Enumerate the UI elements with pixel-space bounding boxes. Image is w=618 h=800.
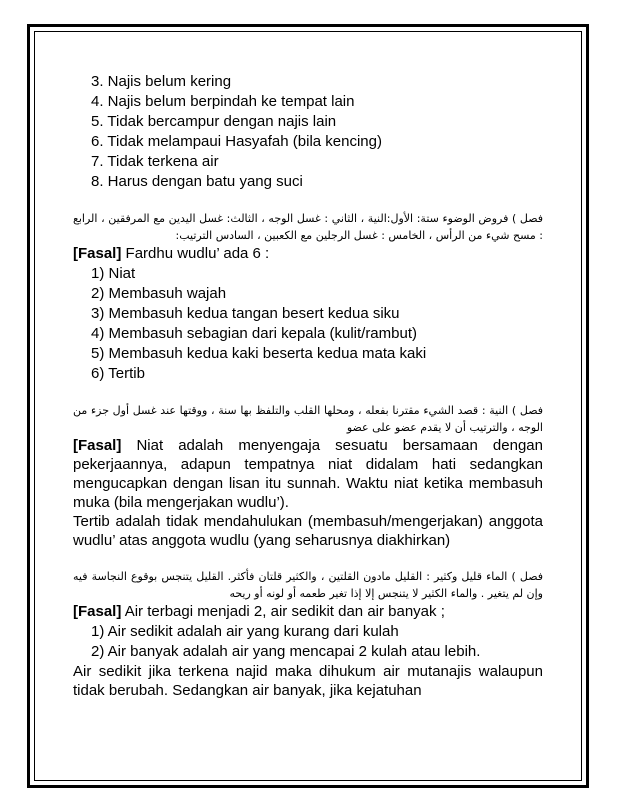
tertib-paragraph: Tertib adalah tidak mendahulukan (membasuh/mengerjakan) anggota wudlu’ atas anggota wudlu (yang seharusnya diakhirkan) [73, 513, 543, 549]
niat-paragraph [73, 436, 543, 512]
list-item: 2) Air banyak adalah air yang mencapai 2 kulah atau lebih. [91, 643, 481, 660]
conditions-list [73, 72, 543, 192]
list-item: 2) Membasuh wajah [91, 285, 227, 302]
air-paragraph: Air sedikit jika terkena najid maka dihukum air mutanajis walaupun tidak berubah. Sedangkan air banyak, jika kejatuhan [73, 663, 543, 699]
list-item: 5. Tidak bercampur dengan najis lain [91, 113, 337, 130]
document-body [73, 72, 543, 700]
list-item: 4) Membasuh sebagian dari kepala (kulit/rambut) [91, 325, 417, 342]
fasal-heading-air [73, 602, 543, 622]
arabic-text-wudlu: فصل ) فروض الوضوء ستة: الأول:النية ، الثاني : غسل الوجه ، الثالث: غسل اليدين مع المرفقين ، الرابع : مسح شيء من الرأس ، الخامس : غسل الرجلين مع الكعبين ، السادس الترتيب: [73, 212, 543, 242]
heading-text: Fardhu wudlu’ ada 6 : [121, 245, 270, 262]
air-list [73, 622, 543, 662]
fasal-heading-wudlu [73, 244, 543, 264]
list-item: 3. Najis belum kering [91, 73, 232, 90]
list-item: 6. Tidak melampaui Hasyafah (bila kencing) [91, 133, 382, 150]
list-item: 3) Membasuh kedua tangan besert kedua siku [91, 305, 400, 322]
list-item: 1) Niat [91, 265, 136, 282]
list-item: 5) Membasuh kedua kaki beserta kedua mata kaki [91, 345, 427, 362]
fasal-label: [Fasal] [73, 437, 122, 454]
list-item: 7. Tidak terkena air [91, 153, 219, 170]
paragraph-text: Niat adalah menyengaja sesuatu bersamaan dengan pekerjaannya, adapun tempatnya niat didalam hati sedangkan mengucapkan dengan lisan itu sunnah. Waktu niat ketika membasuh muka (bila mengerjakan wudlu’). [73, 437, 543, 511]
list-item: 1) Air sedikit adalah air yang kurang dari kulah [91, 623, 399, 640]
arabic-text-niat: فصل ) النية : قصد الشيء مقترنا بفعله ، ومحلها القلب والتلفظ بها سنة ، ووقتها عند غسل أول جزء من الوجه ، والترتيب أن لا يقدم عضو على عضو [73, 404, 543, 434]
fasal-label: [Fasal] [73, 603, 122, 620]
arabic-text-air: فصل ) الماء قليل وكثير : القليل مادون القلتين ، والكثير قلتان فأكثر. القليل يتنجس بوقوع النجاسة فيه وإن لم يتغير . والماء الكثير لا يتنجس إلا إذا تغير طعمه أو لونه أو ريحه [73, 570, 543, 600]
fasal-label: [Fasal] [73, 245, 122, 262]
list-item: 8. Harus dengan batu yang suci [91, 173, 303, 190]
list-item: 4. Najis belum berpindah ke tempat lain [91, 93, 355, 110]
list-item: 6) Tertib [91, 365, 145, 382]
fardhu-list [73, 264, 543, 384]
heading-text: Air terbagi menjadi 2, air sedikit dan air banyak ; [121, 603, 445, 620]
